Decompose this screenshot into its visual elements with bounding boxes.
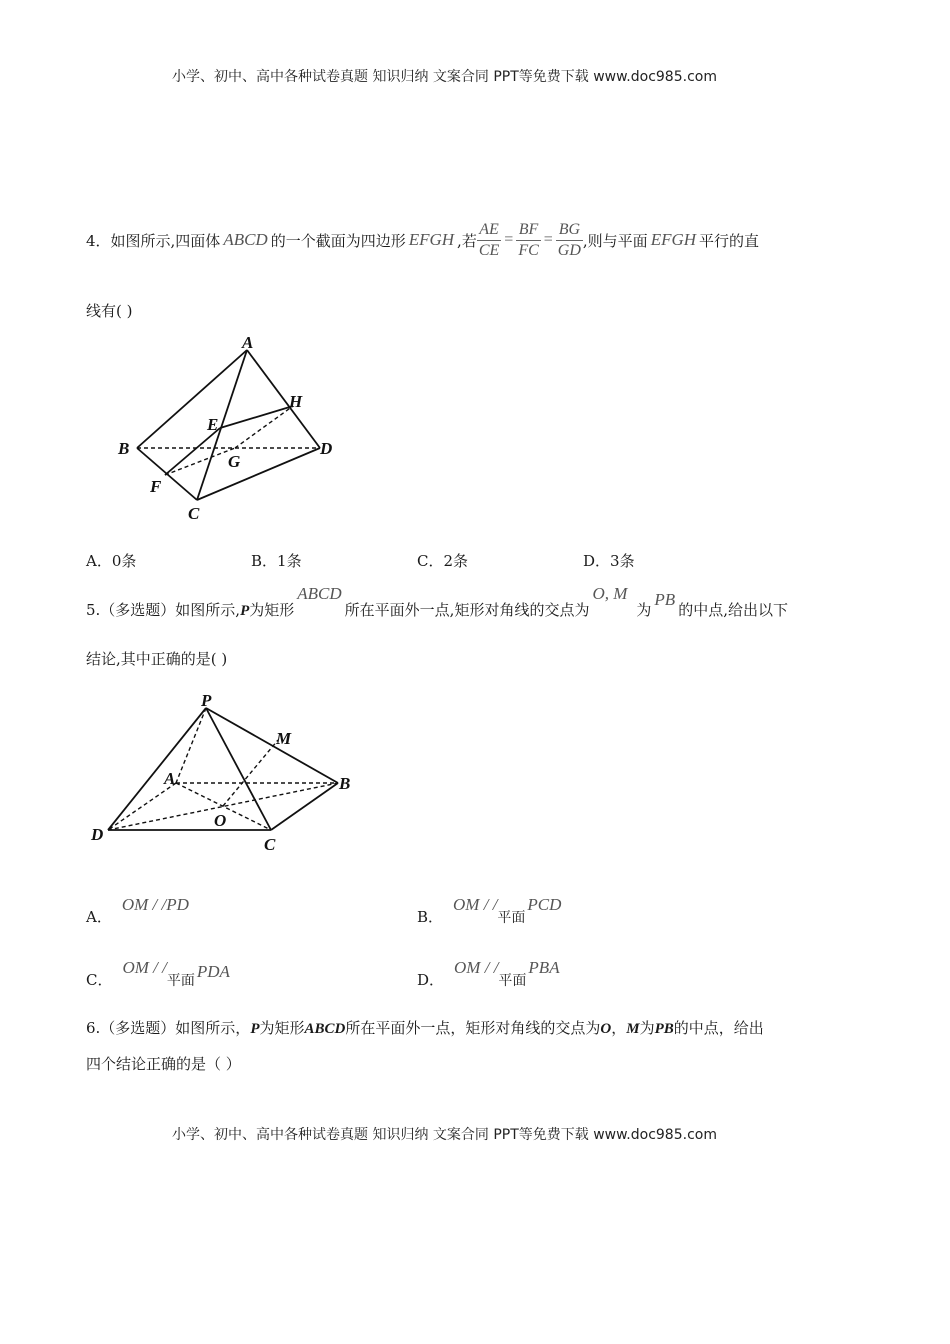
q4-label-f: F (150, 477, 162, 496)
q4-section: EFGH (408, 230, 455, 249)
q6-line2: 四个结论正确的是（ ） (86, 1055, 241, 1073)
q5-label-c: C (264, 835, 276, 854)
q4-label-a: A (242, 333, 254, 352)
q4-line2: 线有( ) (86, 302, 133, 320)
q5-pyramid-figure (88, 688, 360, 856)
q5-option-c: C． OM / / 平面 PDA (86, 958, 230, 989)
q4-tetrahedron-figure (110, 330, 350, 525)
q5-label-o: O (214, 811, 227, 830)
q5-option-a: A． OM / /PD (86, 895, 189, 926)
q4-frac1: $\frac{AE}{CE}$ (478, 220, 500, 259)
q5-line1: 5.（多选题）如图所示, P 为矩形 ABCD 所在平面外一点,矩形对角线的交点为 O, M 为 PB 的中点,给出以下 (86, 584, 788, 619)
q5-line2: 结论,其中正确的是( ) (86, 650, 228, 668)
q4-frac3: $\frac{BG}{GD}$ (557, 220, 581, 259)
q4-frac2: $\frac{BF}{FC}$ (518, 220, 539, 259)
q4-label-e: E (207, 415, 219, 434)
q4-option-c: C．2条 (417, 552, 469, 570)
q4-plane: EFGH (650, 230, 697, 249)
q5-label-a: A (164, 769, 176, 788)
q5-option-b: B． OM / / 平面 PCD (417, 895, 562, 926)
q4-line1: 4．如图所示,四面体 ABCD 的一个截面为四边形 EFGH ,若 $\frac{AE}{CE}$ = $\frac{BF}{FC}$ = $\frac{BG}{GD}$ ,则与平面 EFGH 平行的直 (86, 220, 760, 259)
q4-option-b: B．1条 (251, 552, 302, 570)
q5-om: O, M (592, 584, 628, 603)
q4-label-c: C (188, 504, 200, 523)
q4-tetra: ABCD (223, 230, 268, 249)
q4-label-h: H (289, 392, 303, 411)
q4-label-g: G (228, 452, 241, 471)
page-footer: 小学、初中、高中各种试卷真题 知识归纳 文案合同 PPT等免费下载 www.doc985.com (172, 1127, 717, 1143)
q5-option-d: D． OM / / 平面 PBA (417, 958, 560, 989)
q4-label-b: B (118, 439, 130, 458)
q5-pb: PB (654, 590, 676, 609)
q5-rect: ABCD (297, 584, 342, 603)
q4-option-d: D．3条 (583, 552, 635, 570)
q4-option-a: A．0条 (86, 552, 137, 570)
q5-label-p: P (201, 691, 212, 710)
q5-label-m: M (276, 729, 292, 748)
page-header: 小学、初中、高中各种试卷真题 知识归纳 文案合同 PPT等免费下载 www.doc985.com (172, 69, 717, 85)
q5-label-d: D (91, 825, 104, 844)
q5-label-b: B (339, 774, 351, 793)
q6-line1: 6.（多选题）如图所示，P为矩形ABCD所在平面外一点，矩形对角线的交点为O，M为PB的中点，给出 (86, 1019, 764, 1037)
q4-label-d: D (320, 439, 333, 458)
